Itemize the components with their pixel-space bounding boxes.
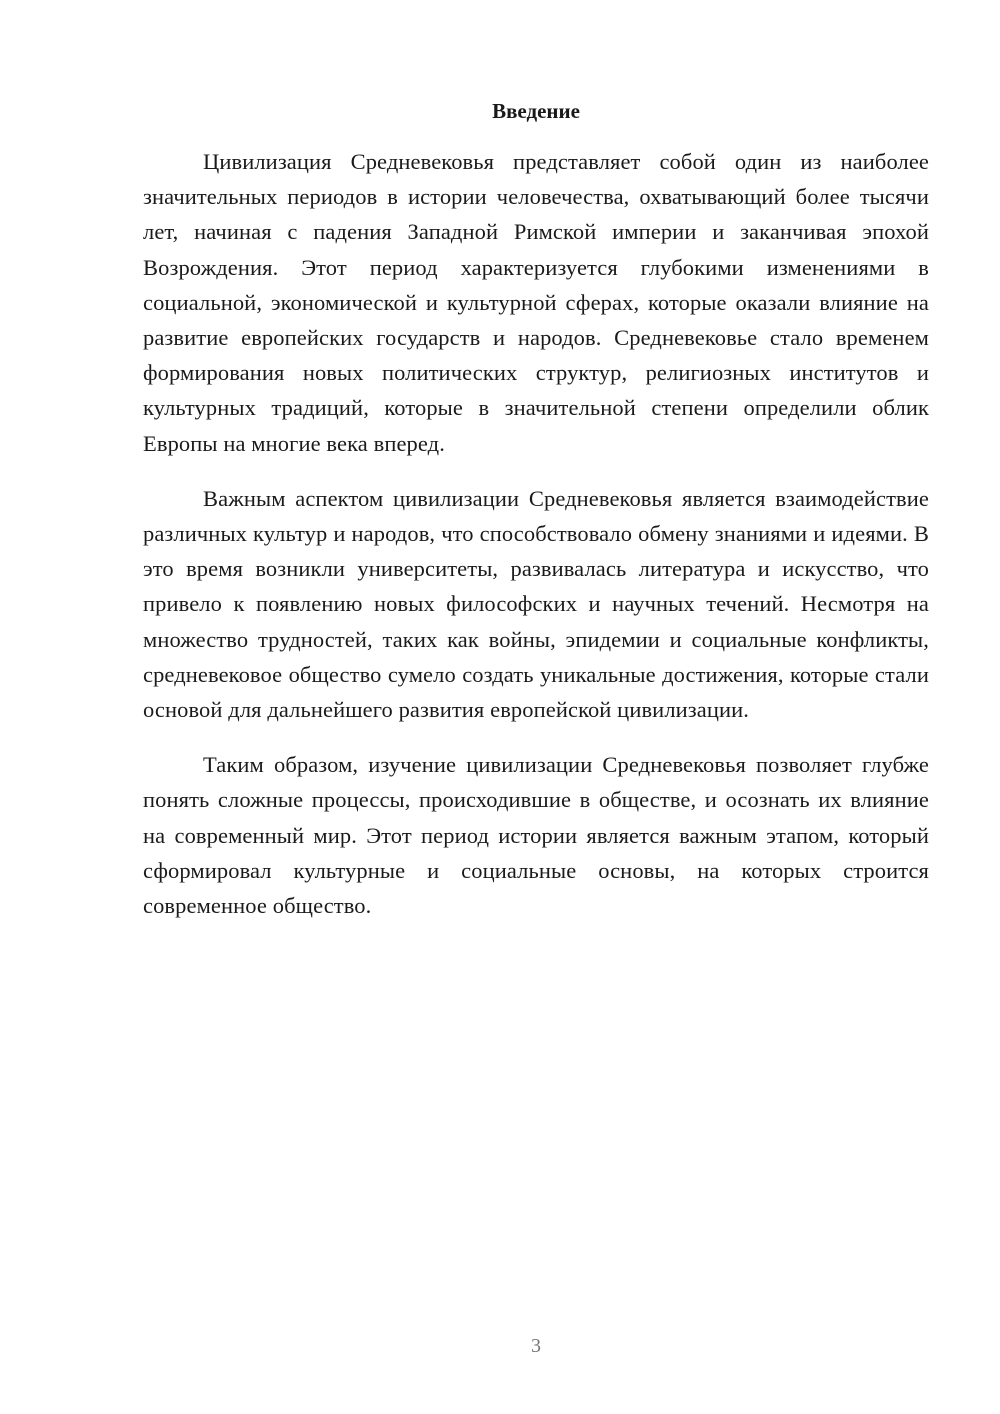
body-text <box>143 144 929 943</box>
page-title: Введение <box>492 99 580 123</box>
page-number: 3 <box>531 1335 541 1357</box>
paragraph-3: Таким образом, изучение цивилизации Средневековья позволяет глубже понять сложные процессы, происходившие в обществе, и осознать их влияние на современный мир. Этот период истории является важным этапом, который сформировал культурные и социальные основы, на которых строится современное общество. <box>143 752 929 919</box>
paragraph-2: Важным аспектом цивилизации Средневековья является взаимодействие различных культур и народов, что способствовало обмену знаниями и идеями. В это время возникли университеты, развивалась литература и искусство, что привело к появлению новых философских и научных течений. Несмотря на множество трудностей, таких как войны, эпидемии и социальные конфликты, средневековое общество сумело создать уникальные достижения, которые стали основой для дальнейшего развития европейской цивилизации. <box>143 485 929 723</box>
paragraph-1: Цивилизация Средневековья представляет собой один из наиболее значительных периодов в истории человечества, охватывающий более тысячи лет, начиная с падения Западной Римской империи и заканчивая эпохой Возрождения. Этот период характеризуется глубокими изменениями в социальной, экономической и культурной сферах, которые оказали влияние на развитие европейских государств и народов. Средневековье стало временем формирования новых политических структур, религиозных институтов и культурных традиций, которые в значительной степени определили облик Европы на многие века вперед. <box>143 149 929 456</box>
